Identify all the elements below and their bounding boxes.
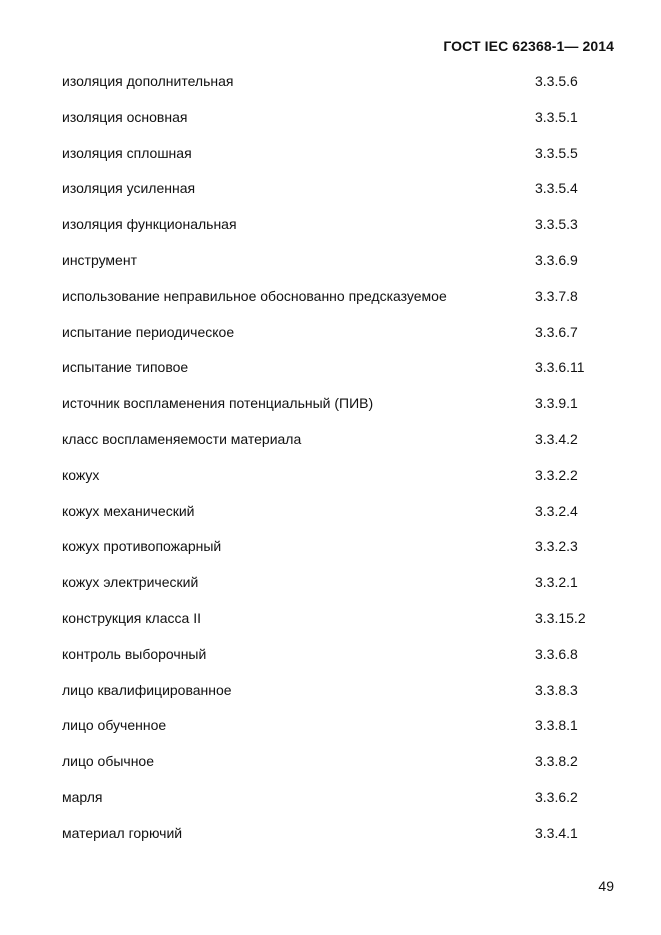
- index-row: [62, 350, 612, 386]
- index-term: кожух электрический: [62, 574, 199, 591]
- index-row: [62, 637, 612, 673]
- index-row: [62, 171, 612, 207]
- index-term: использование неправильное обоснованно предсказуемое: [62, 287, 447, 304]
- index-row: [62, 529, 612, 565]
- index-clause-ref: 3.3.2.1: [535, 574, 578, 591]
- index-term: изоляция дополнительная: [62, 73, 234, 89]
- index-row: [62, 708, 612, 744]
- index-clause-ref: 3.3.8.2: [535, 753, 578, 770]
- index-term: материал горючий: [62, 824, 183, 841]
- index-clause-ref: 3.3.5.6: [535, 73, 578, 89]
- index-clause-ref: 3.3.5.4: [535, 180, 578, 197]
- index-clause-ref: 3.3.7.8: [535, 287, 578, 304]
- index-row: [62, 780, 612, 816]
- index-term: конструкция класса II: [62, 609, 201, 626]
- index-row: [62, 136, 612, 172]
- index-term: изоляция функциональная: [62, 216, 237, 233]
- index-row: [62, 315, 612, 351]
- index-term: контроль выборочный: [62, 645, 207, 662]
- index-row: [62, 673, 612, 709]
- index-row: [62, 565, 612, 601]
- index-row: [62, 744, 612, 780]
- page-number: 49: [598, 878, 614, 894]
- index-term: испытание периодическое: [62, 323, 235, 340]
- index-term: испытание типовое: [62, 359, 189, 376]
- index-clause-ref: 3.3.5.1: [535, 108, 578, 125]
- index-row: [62, 64, 612, 100]
- index-term: кожух противопожарный: [62, 538, 222, 555]
- index-clause-ref: 3.3.9.1: [535, 395, 578, 412]
- index-row: [62, 458, 612, 494]
- index-row: [62, 816, 612, 852]
- index-clause-ref: 3.3.2.3: [535, 538, 578, 555]
- index-clause-ref: 3.3.8.1: [535, 717, 578, 734]
- index-term: марля: [62, 788, 103, 805]
- index-term: источник воспламенения потенциальный (ПИВ): [62, 395, 374, 412]
- index-clause-ref: 3.3.2.4: [535, 502, 578, 519]
- index-term: класс воспламеняемости материала: [62, 430, 302, 447]
- index-clause-ref: 3.3.5.3: [535, 216, 578, 233]
- index-term: лицо обученное: [62, 717, 167, 734]
- index-clause-ref: 3.3.4.2: [535, 430, 578, 447]
- index-clause-ref: 3.3.6.2: [535, 788, 578, 805]
- index-row: [62, 386, 612, 422]
- index-row: [62, 422, 612, 458]
- index-term: изоляция усиленная: [62, 180, 196, 197]
- index-row: [62, 100, 612, 136]
- index-row: [62, 207, 612, 243]
- document-header: ГОСТ IEC 62368-1— 2014: [443, 38, 614, 54]
- index-term: изоляция сплошная: [62, 144, 192, 161]
- index-row: [62, 601, 612, 637]
- index-clause-ref: 3.3.8.3: [535, 681, 578, 698]
- index-clause-ref: 3.3.5.5: [535, 144, 578, 161]
- term-index-list: [62, 64, 612, 852]
- index-term: кожух: [62, 466, 100, 483]
- index-term: изоляция основная: [62, 108, 188, 125]
- index-row: [62, 243, 612, 279]
- index-term: лицо квалифицированное: [62, 681, 232, 698]
- index-clause-ref: 3.3.6.7: [535, 323, 578, 340]
- index-term: кожух механический: [62, 502, 195, 519]
- index-term: лицо обычное: [62, 753, 154, 770]
- index-clause-ref: 3.3.15.2: [535, 609, 586, 626]
- index-clause-ref: 3.3.6.9: [535, 251, 578, 268]
- index-clause-ref: 3.3.2.2: [535, 466, 578, 483]
- index-term: инструмент: [62, 251, 137, 268]
- index-clause-ref: 3.3.6.8: [535, 645, 578, 662]
- index-row: [62, 494, 612, 530]
- index-clause-ref: 3.3.4.1: [535, 824, 578, 841]
- index-clause-ref: 3.3.6.11: [535, 359, 585, 376]
- index-row: [62, 279, 612, 315]
